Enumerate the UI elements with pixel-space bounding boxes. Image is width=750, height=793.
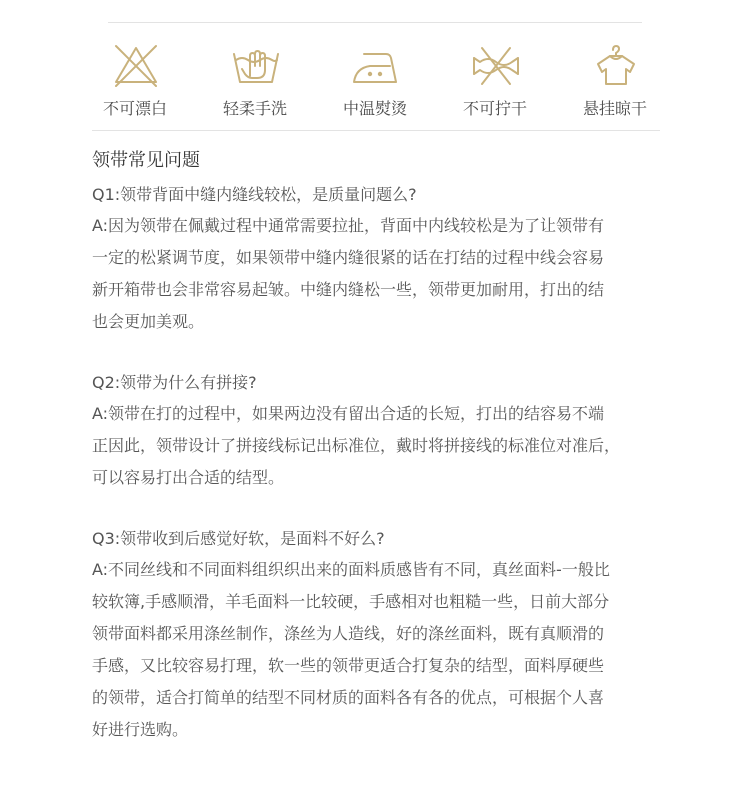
hang-dry-icon	[590, 42, 642, 90]
care-label: 中温熨烫	[342, 99, 407, 118]
care-item-no-wring	[435, 38, 555, 128]
faq-item-q1	[92, 180, 672, 338]
faq-answer-line: 较软簿,手感顺滑，羊毛面料一比较硬，手感相对也粗糙一些，日前大部分	[92, 592, 610, 611]
section-divider	[92, 130, 660, 131]
faq-answer-line: 也会更加美观。	[92, 312, 205, 331]
faq-answer-line: 可以容易打出合适的结型。	[92, 468, 285, 487]
faq-answer-line: 正因此，领带设计了拼接线标记出标准位，戴时将拼接线的标准位对准后，	[92, 436, 621, 455]
care-item-hand-wash	[195, 38, 315, 128]
care-label: 不可漂白	[102, 99, 167, 118]
faq-answer-line: 一定的松紧调节度，如果领带中缝内缝很紧的话在打结的过程中线会容易	[92, 248, 605, 267]
care-label: 轻柔手洗	[222, 99, 287, 118]
care-label: 不可拧干	[462, 99, 527, 118]
care-item-no-bleach	[75, 38, 195, 128]
faq-item-q2	[92, 368, 672, 494]
medium-iron-icon	[350, 42, 402, 90]
no-wring-icon	[470, 42, 522, 90]
faq-answer-line: 的领带，适合打简单的结型不同材质的面料各有各的优点，可根据个人喜	[92, 688, 605, 707]
faq-answer-line: 新开箱带也会非常容易起皱。中缝内缝松一些，领带更加耐用，打出的结	[92, 280, 605, 299]
faq-title: 领带常见问题	[92, 150, 200, 171]
faq-answer-line: A:不同丝线和不同面料组织织出来的面料质感皆有不同，真丝面料-一般比	[92, 560, 610, 579]
care-item-hang-dry	[555, 38, 675, 128]
faq-answer-line: 领带面料都采用涤丝制作，涤丝为人造线，好的涤丝面料，既有真顺滑的	[92, 624, 605, 643]
care-item-medium-iron	[315, 38, 435, 128]
faq-question: Q2:领带为什么有拼接?	[92, 373, 257, 392]
faq-question: Q1:领带背面中缝内缝线较松，是质量问题么?	[92, 185, 417, 204]
faq-question: Q3:领带收到后感觉好软，是面料不好么?	[92, 529, 385, 548]
top-divider	[108, 22, 642, 23]
faq-section	[92, 148, 672, 746]
care-label: 悬挂晾干	[582, 99, 647, 118]
hand-wash-icon	[230, 42, 282, 90]
faq-item-q3	[92, 524, 672, 746]
faq-answer-line: 好进行选购。	[92, 720, 189, 739]
faq-answer-line: A:因为领带在佩戴过程中通常需要拉扯，背面中内线较松是为了让领带有	[92, 216, 605, 235]
care-icons-row	[75, 38, 675, 128]
faq-answer-line: A:领带在打的过程中，如果两边没有留出合适的长短，打出的结容易不端	[92, 404, 605, 423]
faq-answer-line: 手感，又比较容易打理，软一些的领带更适合打复杂的结型，面料厚硬些	[92, 656, 605, 675]
no-bleach-icon	[110, 42, 162, 90]
